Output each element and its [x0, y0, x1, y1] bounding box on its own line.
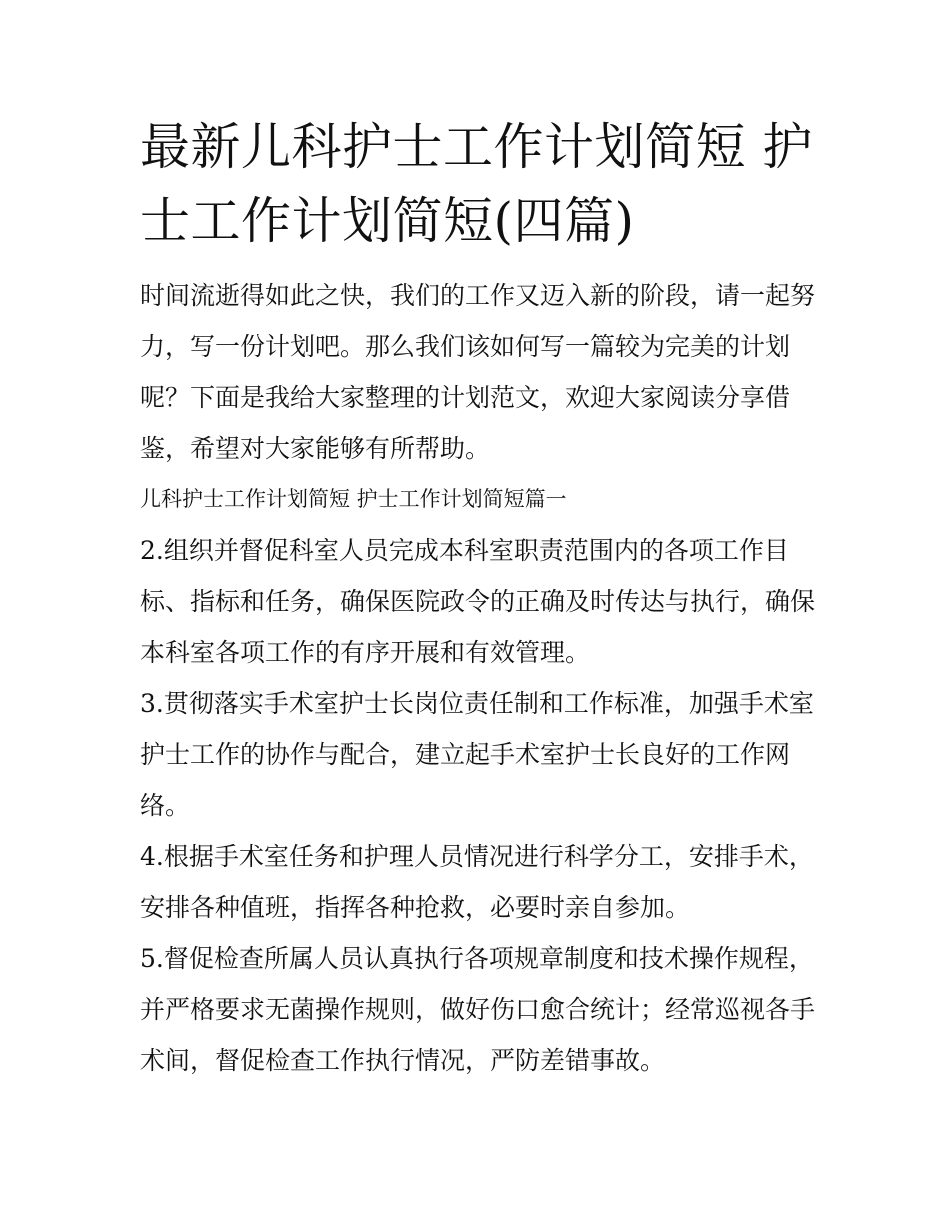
list-item: 4.根据手术室任务和护理人员情况进行科学分工，安排手术，安排各种值班，指挥各种抢救，必要时亲自参加。	[140, 842, 814, 922]
list-item: 5.督促检查所属人员认真执行各项规章制度和技术操作规程，并严格要求无菌操作规则，做好伤口愈合统计；经常巡视各手术间，督促检查工作执行情况，严防差错事故。	[140, 944, 816, 1075]
document-title: 最新儿科护士工作计划简短 护士工作计划简短(四篇)	[140, 118, 813, 250]
list-item: 2.组织并督促科室人员完成本科室职责范围内的各项工作目标、指标和任务，确保医院政令的正确及时传达与执行，确保本科室各项工作的有序开展和有效管理。	[140, 536, 816, 667]
section-heading: 儿科护士工作计划简短 护士工作计划简短篇一	[140, 487, 567, 511]
list-item: 3.贯彻落实手术室护士长岗位责任制和工作标准，加强手术室护士工作的协作与配合，建立起手术室护士长良好的工作网络。	[140, 689, 814, 820]
document-page	[140, 110, 820, 1086]
intro-paragraph: 时间流逝得如此之快，我们的工作又迈入新的阶段，请一起努力，写一份计划吧。那么我们该如何写一篇较为完美的计划呢？下面是我给大家整理的计划范文，欢迎大家阅读分享借鉴，希望对大家能够有所帮助。	[140, 281, 816, 463]
